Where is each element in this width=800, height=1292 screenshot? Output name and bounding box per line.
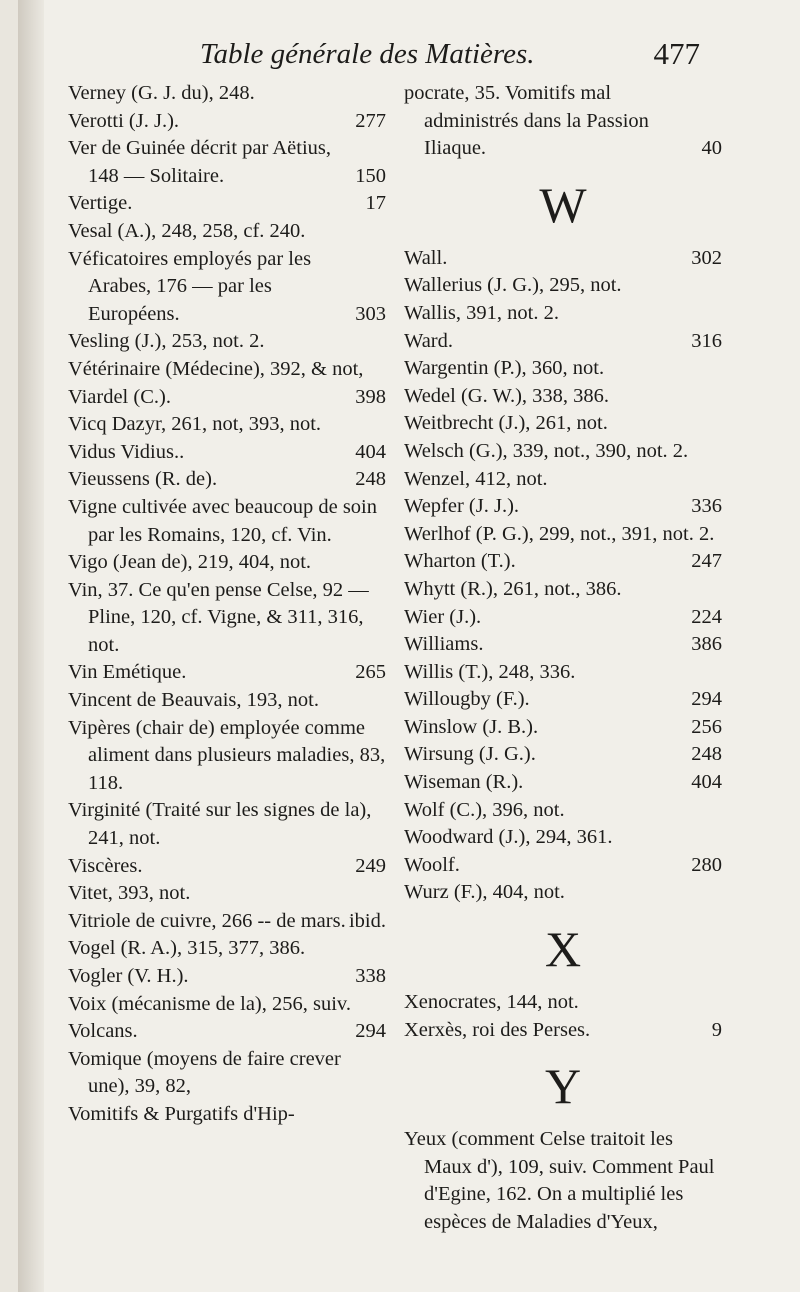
- index-entry: [404, 466, 722, 494]
- section-x-entries: [404, 989, 722, 1044]
- page-header: [200, 30, 720, 80]
- entry-text: Vipères (chair de) employée comme aliment dans plusieurs maladies, 83, 118.: [68, 716, 386, 794]
- entry-page-ref: 249: [355, 854, 386, 877]
- section-letter-w: W: [539, 176, 587, 233]
- entry-page-ref: 294: [355, 1020, 386, 1043]
- entry-page-ref: 265: [355, 661, 386, 684]
- index-entry: [68, 577, 386, 660]
- entry-text: Wall.: [404, 246, 448, 269]
- index-entry: [404, 493, 722, 521]
- index-entry: [404, 989, 722, 1017]
- index-entry: [68, 135, 386, 190]
- entry-text: Welsch (G.), 339, not., 390, not. 2.: [404, 439, 689, 462]
- entry-text: Vieussens (R. de).: [68, 468, 218, 491]
- index-column-right: [404, 80, 722, 1237]
- entry-text: Vigo (Jean de), 219, 404, not.: [68, 551, 312, 574]
- entry-page-ref: 398: [355, 385, 386, 408]
- entry-page-ref: 9: [711, 1018, 722, 1041]
- entry-text: Vogel (R. A.), 315, 377, 386.: [68, 937, 306, 960]
- entry-text: Wepfer (J. J.).: [404, 495, 520, 518]
- entry-text: Wier (J.).: [404, 605, 482, 628]
- section-w-entries: [404, 245, 722, 907]
- entry-page-ref: 338: [355, 965, 386, 987]
- entry-page-ref: 247: [691, 550, 722, 573]
- entry-text: Werlhof (P. G.), 299, not., 391, not. 2.: [404, 522, 715, 545]
- index-entry: [404, 383, 722, 411]
- entry-text: Wedel (G. W.), 338, 386.: [404, 384, 610, 407]
- index-entry: [68, 549, 386, 577]
- index-entry: [404, 328, 722, 356]
- index-entry: [404, 272, 722, 300]
- entry-text: Verney (G. J. du), 248.: [68, 82, 255, 104]
- entry-text: Ward.: [404, 329, 454, 352]
- index-entry: [404, 1126, 722, 1236]
- page-gutter: [18, 0, 44, 1292]
- index-entry: [68, 963, 386, 991]
- running-title: Table générale des Matières.: [200, 38, 535, 70]
- entry-text: Willougby (F.).: [404, 688, 530, 711]
- entry-text: Wargentin (P.), 360, not.: [404, 357, 605, 380]
- index-entry: [68, 880, 386, 908]
- entry-text: Virginité (Traité sur les signes de la), 241, not.: [68, 799, 372, 850]
- index-entry: [404, 714, 722, 742]
- index-entry: [404, 852, 722, 880]
- index-entry: [404, 824, 722, 852]
- index-entry: [404, 797, 722, 825]
- entry-text: Volcans.: [68, 1020, 138, 1043]
- entry-text: Xerxès, roi des Perses.: [404, 1018, 591, 1041]
- entry-text: Whytt (R.), 261, not., 386.: [404, 577, 622, 600]
- index-entry: [404, 438, 722, 466]
- index-entry: [404, 548, 722, 576]
- index-entry: [68, 494, 386, 549]
- index-entry: [68, 218, 386, 246]
- entry-page-ref: 336: [691, 495, 722, 518]
- entry-text: Verotti (J. J.).: [68, 109, 180, 132]
- index-entry: [68, 853, 386, 881]
- page-number: 477: [653, 36, 700, 71]
- entry-text: Vigne cultivée avec beaucoup de soin par les Romains, 120, cf. Vin.: [68, 495, 377, 546]
- entry-page-ref: 294: [691, 688, 722, 711]
- entry-page-ref: 40: [701, 137, 722, 160]
- index-entry: [404, 521, 722, 549]
- entry-text: Wenzel, 412, not.: [404, 467, 548, 490]
- entry-page-ref: 17: [365, 192, 386, 215]
- index-entry: [68, 908, 386, 936]
- index-entry: [68, 108, 386, 136]
- entry-text: Williams.: [404, 633, 484, 656]
- index-entry: [68, 328, 386, 356]
- entry-text: Voix (mécanisme de la), 256, suiv.: [68, 992, 351, 1015]
- entry-text: pocrate, 35. Vomitifs mal administrés dans la Passion Iliaque.: [404, 82, 649, 160]
- entry-text: Yeux (comment Celse traitoit les Maux d'), 109, suiv. Comment Paul d'Egine, 162. On a multiplié les espèces de Maladies d'Yeux,: [404, 1128, 715, 1233]
- entry-page-ref: 404: [355, 440, 386, 463]
- entry-text: Vertige.: [68, 192, 133, 215]
- entry-text: Vomitifs & Purgatifs d'Hip-: [68, 1102, 295, 1125]
- index-entry: [68, 466, 386, 494]
- entry-text: Wallis, 391, not. 2.: [404, 301, 559, 324]
- index-entry: [68, 384, 386, 412]
- index-entry: [404, 245, 722, 273]
- entry-text: Vesal (A.), 248, 258, cf. 240.: [68, 219, 306, 242]
- index-entry: [404, 879, 722, 907]
- entry-page-ref: 303: [355, 302, 386, 325]
- index-entry: [404, 659, 722, 687]
- index-entry: [68, 797, 386, 852]
- index-entry: [68, 687, 386, 715]
- index-entry: [404, 631, 722, 659]
- index-entry: [404, 686, 722, 714]
- index-entry: [68, 991, 386, 1019]
- entry-text: Wolf (C.), 396, not.: [404, 798, 565, 821]
- entry-text: Winslow (J. B.).: [404, 715, 539, 738]
- index-entry: [404, 300, 722, 328]
- index-entry: [68, 935, 386, 963]
- index-entry: [68, 659, 386, 687]
- index-entry: [68, 246, 386, 329]
- entry-text: Woodward (J.), 294, 361.: [404, 826, 613, 849]
- entry-text: Willis (T.), 248, 336.: [404, 660, 576, 683]
- entry-text: Vitet, 393, not.: [68, 882, 191, 905]
- entry-text: Vin Emétique.: [68, 661, 187, 684]
- entry-text: Wiseman (R.).: [404, 771, 524, 794]
- entry-page-ref: 277: [355, 109, 386, 132]
- entry-text: Wallerius (J. G.), 295, not.: [404, 274, 622, 297]
- entry-text: Wirsung (J. G.).: [404, 743, 536, 766]
- entry-page-ref: 386: [691, 633, 722, 656]
- entry-page-ref: 150: [355, 164, 386, 187]
- entry-text: Ver de Guinée décrit par Aëtius, 148 — Solitaire.: [68, 137, 331, 187]
- index-entry: [68, 439, 386, 467]
- entry-page-ref: 248: [691, 743, 722, 766]
- entry-text: Vétérinaire (Médecine), 392, & not,: [68, 357, 364, 380]
- index-entry: [68, 1046, 386, 1101]
- entry-text: Vidus Vidius..: [68, 440, 185, 463]
- index-entry: [404, 1017, 722, 1045]
- entry-text: Xenocrates, 144, not.: [404, 991, 579, 1014]
- index-entry: [404, 604, 722, 632]
- entry-page-ref: 280: [691, 853, 722, 876]
- entry-text: Vesling (J.), 253, not. 2.: [68, 330, 265, 353]
- section-y-entries: [404, 1126, 722, 1236]
- index-entry: [68, 190, 386, 218]
- index-entry: [68, 1018, 386, 1046]
- entry-page-ref: 316: [691, 329, 722, 352]
- index-entry: [68, 356, 386, 384]
- entry-text: Vitriole de cuivre, 266 -- de mars.: [68, 909, 346, 932]
- entry-page-ref: 404: [691, 771, 722, 794]
- index-entry: [68, 1101, 386, 1129]
- entry-text: Woolf.: [404, 853, 460, 876]
- entry-text: Vomique (moyens de faire crever une), 39, 82,: [68, 1047, 341, 1098]
- continued-entries: [404, 80, 722, 163]
- section-letter-y: Y: [544, 1058, 582, 1115]
- entry-text: Viscères.: [68, 854, 143, 877]
- entry-text: Vin, 37. Ce qu'en pense Celse, 92 — Pline, 120, cf. Vigne, & 311, 316, not.: [68, 578, 369, 656]
- index-entry: [404, 741, 722, 769]
- entry-page-ref: 224: [691, 605, 722, 628]
- entry-text: Vicq Dazyr, 261, not, 393, not.: [68, 413, 322, 436]
- index-entry: [68, 715, 386, 798]
- entry-page-ref: 256: [691, 715, 722, 738]
- entry-text: Wurz (F.), 404, not.: [404, 881, 565, 904]
- index-entry: [404, 769, 722, 797]
- entry-text: Véficatoires employés par les Arabes, 176 — par les Européens.: [68, 247, 312, 325]
- index-entry: [68, 411, 386, 439]
- index-entry: [404, 576, 722, 604]
- index-entry: [404, 355, 722, 383]
- entry-page-ref: 302: [691, 246, 722, 269]
- index-entry: [404, 80, 722, 163]
- index-entry: [404, 410, 722, 438]
- entry-text: Weitbrecht (J.), 261, not.: [404, 412, 608, 435]
- section-letter-x: X: [544, 921, 582, 978]
- entry-page-ref: 248: [355, 468, 386, 491]
- entry-text: Vincent de Beauvais, 193, not.: [68, 689, 319, 712]
- index-entry: [68, 80, 386, 108]
- entry-text: Vogler (V. H.).: [68, 965, 189, 987]
- entry-page-ref: ibid.: [348, 909, 386, 932]
- entry-text: Wharton (T.).: [404, 550, 516, 573]
- entry-text: Viardel (C.).: [68, 385, 171, 408]
- index-column-left: [68, 80, 386, 1129]
